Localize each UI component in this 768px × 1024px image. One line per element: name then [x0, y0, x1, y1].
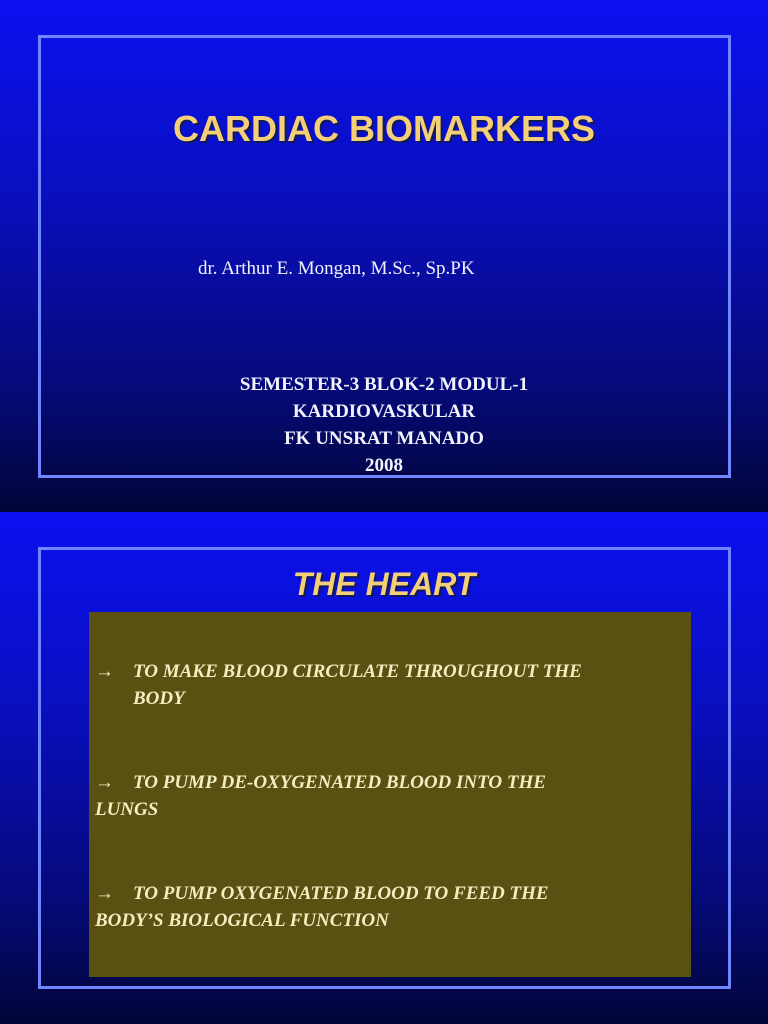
course-info	[0, 371, 768, 479]
author-name: dr. Arthur E. Mongan, M.Sc., Sp.PK	[198, 258, 475, 279]
bullet-item	[95, 880, 685, 934]
bullet-text-continued: BODY’S BIOLOGICAL FUNCTION	[95, 910, 389, 931]
bullet-text: TO PUMP OXYGENATED BLOOD TO FEED THE	[133, 883, 549, 904]
bullet-panel	[89, 612, 691, 977]
slide-title-heading: CARDIAC BIOMARKERS	[173, 108, 595, 149]
bullet-text-continued: LUNGS	[95, 799, 159, 820]
bullet-item	[95, 658, 685, 712]
arrow-right-icon: →	[95, 661, 114, 682]
course-info-line: FK UNSRAT MANADO	[284, 428, 484, 449]
course-info-line: KARDIOVASKULAR	[292, 401, 476, 422]
arrow-right-icon: →	[95, 772, 114, 793]
arrow-right-icon: →	[95, 883, 114, 904]
slide-the-heart	[0, 512, 768, 1024]
bullet-text-continued: BODY	[133, 688, 185, 709]
course-info-line: SEMESTER-3 BLOK-2 MODUL-1	[239, 374, 529, 395]
course-info-year: 2008	[365, 455, 403, 476]
bullet-text: TO MAKE BLOOD CIRCULATE THROUGHOUT THE	[133, 661, 582, 682]
slide-heading: THE HEART	[292, 566, 476, 602]
bullet-text: TO PUMP DE-OXYGENATED BLOOD INTO THE	[133, 772, 546, 793]
bullet-item	[95, 769, 685, 823]
